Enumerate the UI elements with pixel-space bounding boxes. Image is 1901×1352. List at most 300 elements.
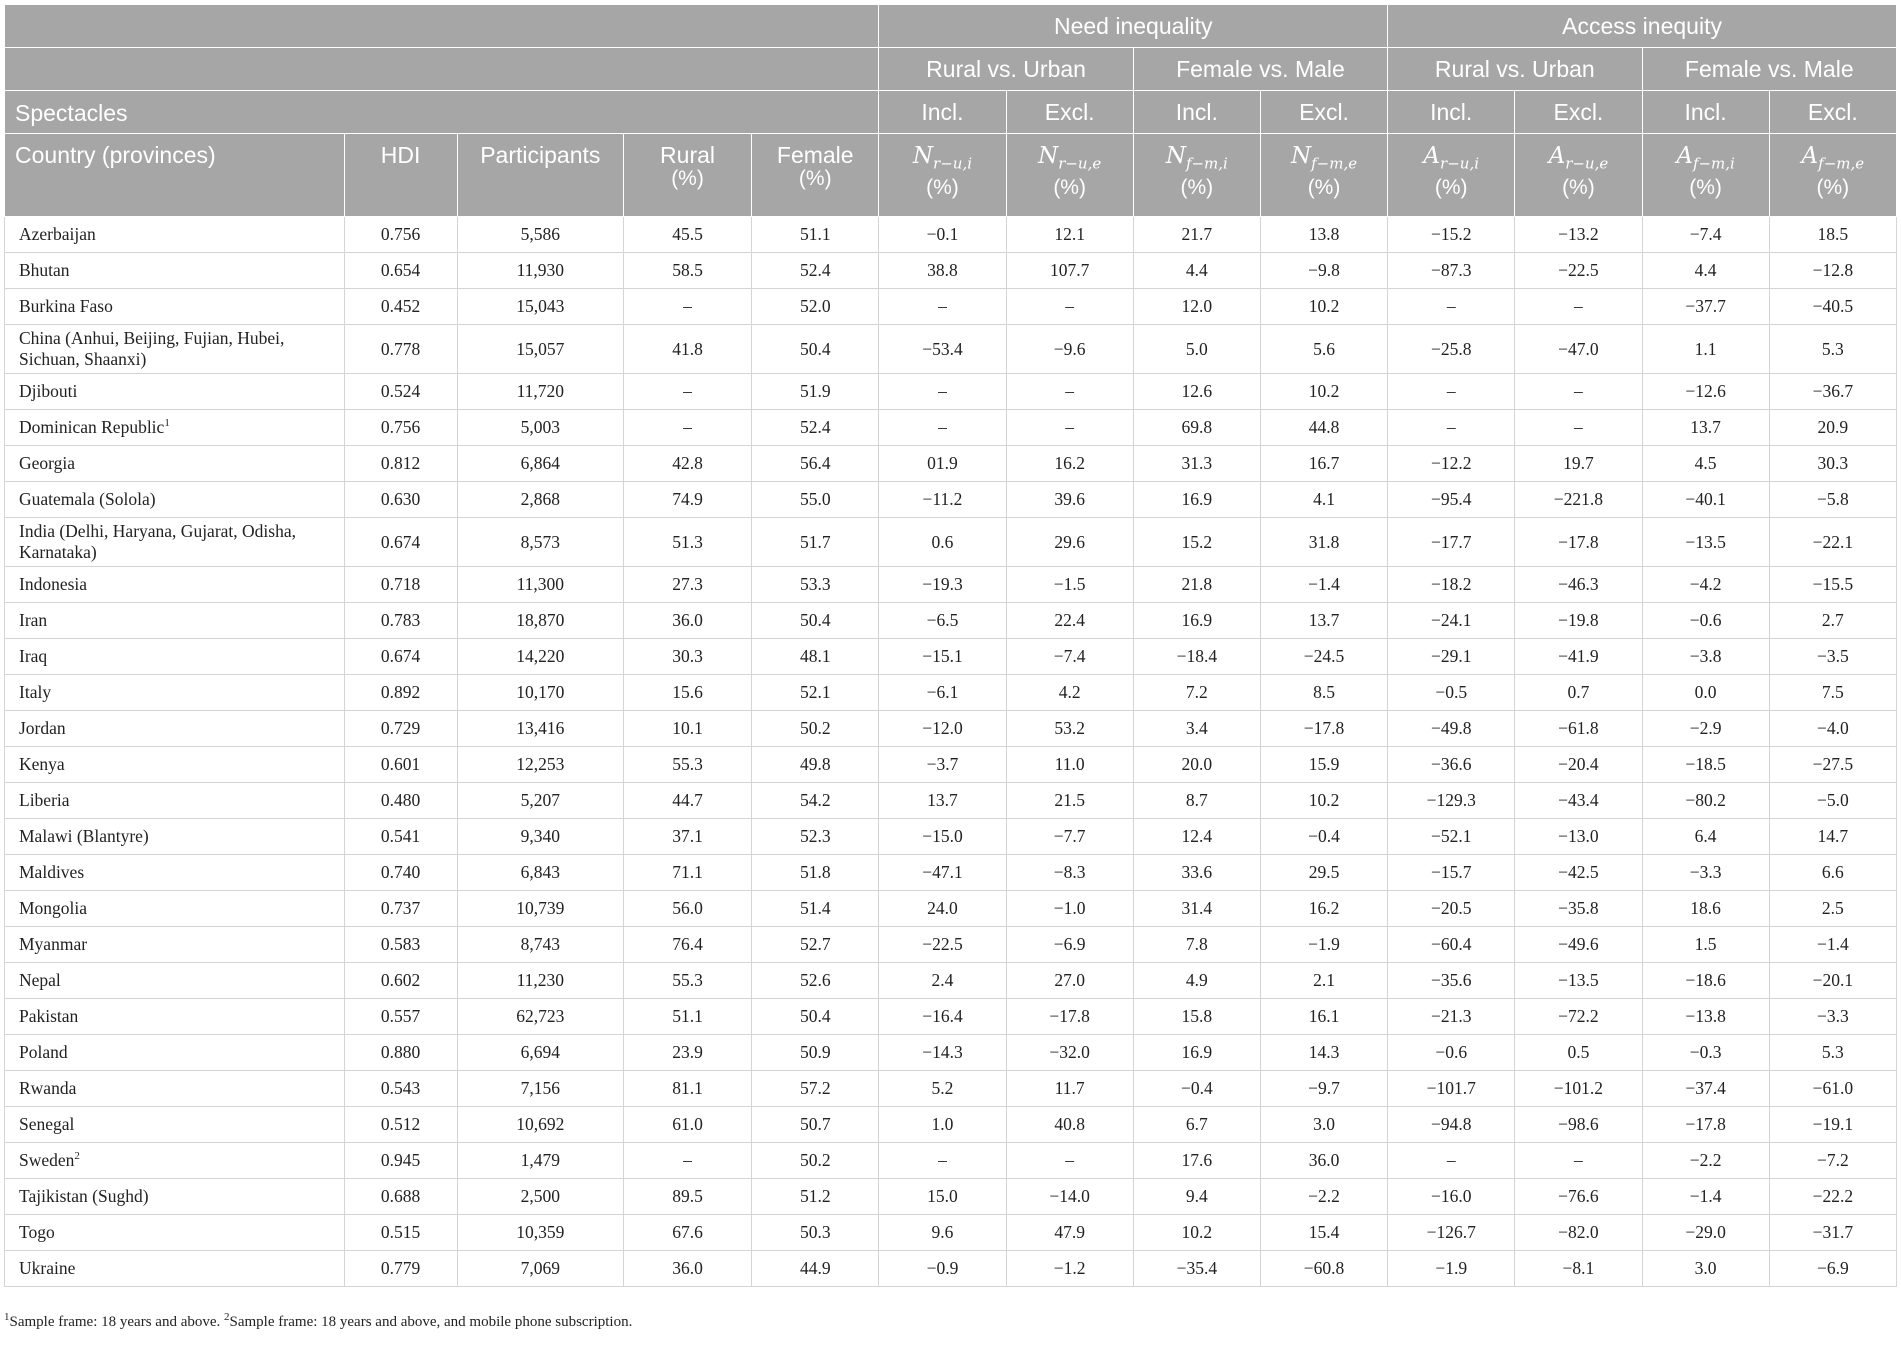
header-excl: Excl. bbox=[1006, 91, 1133, 134]
cell-country bbox=[5, 446, 345, 482]
symbol-n: N bbox=[912, 143, 934, 169]
country-name: Guatemala (Solola) bbox=[19, 489, 156, 509]
cell-participants: 18,870 bbox=[457, 603, 623, 639]
cell-n-fm-e: 31.8 bbox=[1260, 518, 1387, 567]
cell-female: 53.3 bbox=[752, 567, 879, 603]
cell-n-ru-e: 21.5 bbox=[1006, 783, 1133, 819]
cell-country bbox=[5, 855, 345, 891]
cell-n-fm-i: 16.9 bbox=[1133, 1035, 1260, 1071]
cell-a-ru-e: −13.5 bbox=[1515, 963, 1642, 999]
cell-n-fm-e: −9.7 bbox=[1260, 1071, 1387, 1107]
header-incl: Incl. bbox=[1642, 91, 1769, 134]
cell-a-fm-i: −40.1 bbox=[1642, 482, 1769, 518]
cell-country bbox=[5, 482, 345, 518]
cell-a-fm-e: −5.0 bbox=[1769, 783, 1896, 819]
cell-a-ru-e: −13.2 bbox=[1515, 217, 1642, 253]
header-participants: Participants bbox=[457, 134, 623, 217]
cell-hdi: 0.654 bbox=[344, 253, 457, 289]
cell-a-ru-i: −29.1 bbox=[1388, 639, 1515, 675]
country-name: Nepal bbox=[19, 970, 61, 990]
country-name: Poland bbox=[19, 1042, 68, 1062]
cell-a-fm-i: −3.3 bbox=[1642, 855, 1769, 891]
cell-n-ru-i: – bbox=[879, 410, 1006, 446]
table-row bbox=[5, 567, 1897, 603]
table-row bbox=[5, 289, 1897, 325]
country-name: Bhutan bbox=[19, 260, 70, 280]
cell-a-ru-e: −22.5 bbox=[1515, 253, 1642, 289]
table-row bbox=[5, 783, 1897, 819]
cell-a-ru-i: −60.4 bbox=[1388, 927, 1515, 963]
table-row bbox=[5, 518, 1897, 567]
cell-participants: 6,694 bbox=[457, 1035, 623, 1071]
cell-a-fm-i: −13.5 bbox=[1642, 518, 1769, 567]
cell-a-fm-i: −17.8 bbox=[1642, 1107, 1769, 1143]
cell-participants: 10,739 bbox=[457, 891, 623, 927]
cell-n-fm-i: 12.4 bbox=[1133, 819, 1260, 855]
cell-rural: 42.8 bbox=[623, 446, 751, 482]
cell-female: 50.2 bbox=[752, 1143, 879, 1179]
cell-female: 50.4 bbox=[752, 325, 879, 374]
cell-country bbox=[5, 1179, 345, 1215]
cell-n-fm-i: 9.4 bbox=[1133, 1179, 1260, 1215]
cell-a-ru-e: 0.5 bbox=[1515, 1035, 1642, 1071]
cell-rural: 30.3 bbox=[623, 639, 751, 675]
symbol-subscript: r−u,e bbox=[1058, 154, 1102, 173]
header-pct: (%) bbox=[1434, 175, 1468, 199]
table-row bbox=[5, 1035, 1897, 1071]
cell-rural: 81.1 bbox=[623, 1071, 751, 1107]
header-access-female-vs-male: Female vs. Male bbox=[1642, 48, 1897, 91]
cell-rural: 41.8 bbox=[623, 325, 751, 374]
cell-a-fm-e: −36.7 bbox=[1769, 374, 1896, 410]
cell-a-ru-i: −1.9 bbox=[1388, 1251, 1515, 1287]
cell-n-fm-i: −0.4 bbox=[1133, 1071, 1260, 1107]
cell-a-ru-i: −15.2 bbox=[1388, 217, 1515, 253]
table-body bbox=[5, 217, 1897, 1287]
cell-a-ru-i: – bbox=[1388, 289, 1515, 325]
country-name: Pakistan bbox=[19, 1006, 79, 1026]
table-row bbox=[5, 819, 1897, 855]
cell-a-fm-i: −12.6 bbox=[1642, 374, 1769, 410]
cell-hdi: 0.480 bbox=[344, 783, 457, 819]
cell-a-ru-i: −94.8 bbox=[1388, 1107, 1515, 1143]
cell-n-fm-e: 10.2 bbox=[1260, 374, 1387, 410]
cell-a-ru-e: −42.5 bbox=[1515, 855, 1642, 891]
symbol-subscript: f−m,e bbox=[1311, 154, 1358, 173]
cell-country bbox=[5, 1107, 345, 1143]
cell-n-fm-i: 3.4 bbox=[1133, 711, 1260, 747]
table-row bbox=[5, 325, 1897, 374]
cell-n-ru-e: 22.4 bbox=[1006, 603, 1133, 639]
cell-participants: 5,003 bbox=[457, 410, 623, 446]
cell-a-fm-i: 4.5 bbox=[1642, 446, 1769, 482]
cell-rural: 76.4 bbox=[623, 927, 751, 963]
cell-a-ru-e: −221.8 bbox=[1515, 482, 1642, 518]
cell-n-ru-i: −3.7 bbox=[879, 747, 1006, 783]
cell-rural: 51.3 bbox=[623, 518, 751, 567]
symbol-a: A bbox=[1548, 143, 1566, 169]
cell-n-ru-i: −0.1 bbox=[879, 217, 1006, 253]
cell-country bbox=[5, 999, 345, 1035]
cell-hdi: 0.583 bbox=[344, 927, 457, 963]
cell-rural: 36.0 bbox=[623, 603, 751, 639]
cell-country bbox=[5, 747, 345, 783]
cell-a-ru-e: – bbox=[1515, 1143, 1642, 1179]
cell-n-fm-e: 15.9 bbox=[1260, 747, 1387, 783]
cell-a-fm-i: −2.9 bbox=[1642, 711, 1769, 747]
cell-n-ru-i: 15.0 bbox=[879, 1179, 1006, 1215]
cell-hdi: 0.729 bbox=[344, 711, 457, 747]
cell-a-fm-i: −1.4 bbox=[1642, 1179, 1769, 1215]
cell-a-ru-e: −43.4 bbox=[1515, 783, 1642, 819]
cell-n-fm-i: 15.2 bbox=[1133, 518, 1260, 567]
footnote-marker: 2 bbox=[224, 1311, 230, 1323]
cell-n-fm-i: 7.8 bbox=[1133, 927, 1260, 963]
cell-participants: 8,743 bbox=[457, 927, 623, 963]
cell-n-fm-i: 16.9 bbox=[1133, 482, 1260, 518]
cell-female: 52.4 bbox=[752, 410, 879, 446]
cell-n-fm-e: 10.2 bbox=[1260, 783, 1387, 819]
symbol-n: N bbox=[1038, 143, 1059, 169]
cell-n-fm-i: 5.0 bbox=[1133, 325, 1260, 374]
symbol-n: N bbox=[1290, 143, 1312, 169]
cell-a-fm-e: 14.7 bbox=[1769, 819, 1896, 855]
cell-hdi: 0.779 bbox=[344, 1251, 457, 1287]
cell-country bbox=[5, 567, 345, 603]
header-pct: (%) bbox=[1816, 175, 1850, 199]
cell-n-fm-e: 3.0 bbox=[1260, 1107, 1387, 1143]
cell-country bbox=[5, 783, 345, 819]
cell-a-ru-i: −16.0 bbox=[1388, 1179, 1515, 1215]
cell-n-fm-e: 29.5 bbox=[1260, 855, 1387, 891]
cell-a-fm-e: −5.8 bbox=[1769, 482, 1896, 518]
cell-rural: 44.7 bbox=[623, 783, 751, 819]
cell-a-fm-i: −2.2 bbox=[1642, 1143, 1769, 1179]
cell-n-ru-i: – bbox=[879, 289, 1006, 325]
cell-n-ru-e: – bbox=[1006, 374, 1133, 410]
cell-participants: 11,930 bbox=[457, 253, 623, 289]
cell-n-ru-i: −0.9 bbox=[879, 1251, 1006, 1287]
cell-female: 50.7 bbox=[752, 1107, 879, 1143]
cell-female: 48.1 bbox=[752, 639, 879, 675]
cell-a-ru-e: 0.7 bbox=[1515, 675, 1642, 711]
country-name: Azerbaijan bbox=[19, 224, 96, 244]
table-row bbox=[5, 927, 1897, 963]
country-name: Rwanda bbox=[19, 1078, 77, 1098]
table-row bbox=[5, 999, 1897, 1035]
cell-n-ru-i: 9.6 bbox=[879, 1215, 1006, 1251]
cell-hdi: 0.543 bbox=[344, 1071, 457, 1107]
cell-a-fm-i: 4.4 bbox=[1642, 253, 1769, 289]
cell-n-ru-i: 38.8 bbox=[879, 253, 1006, 289]
cell-n-ru-i: −14.3 bbox=[879, 1035, 1006, 1071]
cell-participants: 2,868 bbox=[457, 482, 623, 518]
cell-country bbox=[5, 963, 345, 999]
cell-rural: 55.3 bbox=[623, 747, 751, 783]
cell-a-fm-e: 30.3 bbox=[1769, 446, 1896, 482]
country-name: Malawi (Blantyre) bbox=[19, 826, 149, 846]
cell-a-fm-e: −61.0 bbox=[1769, 1071, 1896, 1107]
cell-female: 52.7 bbox=[752, 927, 879, 963]
cell-a-fm-i: −0.6 bbox=[1642, 603, 1769, 639]
cell-a-fm-e: 2.7 bbox=[1769, 603, 1896, 639]
cell-female: 52.4 bbox=[752, 253, 879, 289]
cell-participants: 6,864 bbox=[457, 446, 623, 482]
cell-a-fm-i: 1.1 bbox=[1642, 325, 1769, 374]
cell-n-fm-i: 12.6 bbox=[1133, 374, 1260, 410]
cell-a-fm-i: −0.3 bbox=[1642, 1035, 1769, 1071]
cell-participants: 10,359 bbox=[457, 1215, 623, 1251]
cell-rural: – bbox=[623, 1143, 751, 1179]
cell-n-fm-i: 10.2 bbox=[1133, 1215, 1260, 1251]
table-row bbox=[5, 891, 1897, 927]
cell-participants: 8,573 bbox=[457, 518, 623, 567]
cell-country bbox=[5, 1035, 345, 1071]
country-name: China (Anhui, Beijing, Fujian, Hubei, Sichuan, Shaanxi) bbox=[19, 328, 285, 369]
cell-a-ru-i: −49.8 bbox=[1388, 711, 1515, 747]
cell-a-ru-e: −47.0 bbox=[1515, 325, 1642, 374]
cell-n-fm-e: 13.7 bbox=[1260, 603, 1387, 639]
country-name: Iran bbox=[19, 610, 48, 630]
country-name: Iraq bbox=[19, 646, 48, 666]
cell-hdi: 0.515 bbox=[344, 1215, 457, 1251]
cell-a-ru-i: −95.4 bbox=[1388, 482, 1515, 518]
cell-a-fm-e: 20.9 bbox=[1769, 410, 1896, 446]
header-access-rural-vs-urban: Rural vs. Urban bbox=[1388, 48, 1642, 91]
cell-female: 57.2 bbox=[752, 1071, 879, 1107]
cell-n-fm-i: 21.8 bbox=[1133, 567, 1260, 603]
cell-n-ru-e: 4.2 bbox=[1006, 675, 1133, 711]
cell-a-fm-i: −37.7 bbox=[1642, 289, 1769, 325]
cell-a-fm-e: 2.5 bbox=[1769, 891, 1896, 927]
cell-a-fm-e: 5.3 bbox=[1769, 325, 1896, 374]
cell-a-ru-i: – bbox=[1388, 1143, 1515, 1179]
symbol-subscript: r−u,e bbox=[1565, 154, 1609, 173]
cell-participants: 5,586 bbox=[457, 217, 623, 253]
cell-participants: 10,170 bbox=[457, 675, 623, 711]
cell-a-fm-e: −1.4 bbox=[1769, 927, 1896, 963]
cell-rural: 89.5 bbox=[623, 1179, 751, 1215]
header-pct: (%) bbox=[926, 175, 959, 199]
table-row bbox=[5, 1071, 1897, 1107]
cell-n-fm-i: 33.6 bbox=[1133, 855, 1260, 891]
cell-a-fm-e: −15.5 bbox=[1769, 567, 1896, 603]
cell-a-fm-i: −7.4 bbox=[1642, 217, 1769, 253]
cell-n-ru-i: 0.6 bbox=[879, 518, 1006, 567]
cell-hdi: 0.524 bbox=[344, 374, 457, 410]
cell-n-fm-e: −24.5 bbox=[1260, 639, 1387, 675]
symbol-a: A bbox=[1676, 143, 1693, 169]
cell-n-fm-e: 2.1 bbox=[1260, 963, 1387, 999]
header-n-ru-e bbox=[1006, 134, 1133, 217]
cell-a-fm-i: 3.0 bbox=[1642, 1251, 1769, 1287]
cell-rural: 71.1 bbox=[623, 855, 751, 891]
cell-n-fm-e: −9.8 bbox=[1260, 253, 1387, 289]
cell-n-ru-e: −32.0 bbox=[1006, 1035, 1133, 1071]
cell-a-ru-i: −15.7 bbox=[1388, 855, 1515, 891]
cell-hdi: 0.601 bbox=[344, 747, 457, 783]
cell-hdi: 0.778 bbox=[344, 325, 457, 374]
cell-hdi: 0.737 bbox=[344, 891, 457, 927]
cell-rural: 74.9 bbox=[623, 482, 751, 518]
symbol-subscript: f−m,i bbox=[1692, 154, 1735, 173]
country-name: Myanmar bbox=[19, 934, 88, 954]
cell-hdi: 0.541 bbox=[344, 819, 457, 855]
cell-n-ru-i: 1.0 bbox=[879, 1107, 1006, 1143]
cell-n-ru-i: 2.4 bbox=[879, 963, 1006, 999]
cell-a-fm-e: −3.3 bbox=[1769, 999, 1896, 1035]
cell-a-fm-i: 0.0 bbox=[1642, 675, 1769, 711]
cell-n-ru-e: 27.0 bbox=[1006, 963, 1133, 999]
cell-a-ru-e: −82.0 bbox=[1515, 1215, 1642, 1251]
cell-country bbox=[5, 217, 345, 253]
cell-n-ru-i: 01.9 bbox=[879, 446, 1006, 482]
cell-a-fm-e: 7.5 bbox=[1769, 675, 1896, 711]
cell-n-fm-e: 8.5 bbox=[1260, 675, 1387, 711]
cell-participants: 14,220 bbox=[457, 639, 623, 675]
cell-a-ru-i: −25.8 bbox=[1388, 325, 1515, 374]
country-name: Dominican Republic bbox=[19, 417, 165, 437]
cell-a-fm-i: 1.5 bbox=[1642, 927, 1769, 963]
header-pct: (%) bbox=[1180, 175, 1214, 199]
cell-country bbox=[5, 639, 345, 675]
cell-rural: 15.6 bbox=[623, 675, 751, 711]
cell-hdi: 0.812 bbox=[344, 446, 457, 482]
cell-a-ru-e: −61.8 bbox=[1515, 711, 1642, 747]
cell-n-fm-i: 21.7 bbox=[1133, 217, 1260, 253]
cell-country bbox=[5, 1251, 345, 1287]
cell-n-fm-i: 69.8 bbox=[1133, 410, 1260, 446]
cell-a-ru-e: −17.8 bbox=[1515, 518, 1642, 567]
cell-rural: 55.3 bbox=[623, 963, 751, 999]
cell-participants: 11,230 bbox=[457, 963, 623, 999]
cell-n-ru-e: 39.6 bbox=[1006, 482, 1133, 518]
cell-a-ru-e: −8.1 bbox=[1515, 1251, 1642, 1287]
cell-country bbox=[5, 891, 345, 927]
cell-a-ru-i: −17.7 bbox=[1388, 518, 1515, 567]
cell-country bbox=[5, 253, 345, 289]
cell-n-fm-e: 4.1 bbox=[1260, 482, 1387, 518]
cell-female: 51.8 bbox=[752, 855, 879, 891]
cell-hdi: 0.674 bbox=[344, 639, 457, 675]
country-name: India (Delhi, Haryana, Gujarat, Odisha, Karnataka) bbox=[19, 521, 296, 562]
cell-a-ru-i: −12.2 bbox=[1388, 446, 1515, 482]
cell-rural: 51.1 bbox=[623, 999, 751, 1035]
cell-n-fm-i: 12.0 bbox=[1133, 289, 1260, 325]
cell-female: 50.3 bbox=[752, 1215, 879, 1251]
header-pct: (%) bbox=[1307, 175, 1341, 199]
country-name: Kenya bbox=[19, 754, 65, 774]
cell-female: 50.4 bbox=[752, 603, 879, 639]
table-row bbox=[5, 855, 1897, 891]
cell-n-fm-e: 10.2 bbox=[1260, 289, 1387, 325]
cell-a-fm-e: −12.8 bbox=[1769, 253, 1896, 289]
cell-n-fm-e: 15.4 bbox=[1260, 1215, 1387, 1251]
cell-n-ru-e: −8.3 bbox=[1006, 855, 1133, 891]
cell-a-fm-e: −27.5 bbox=[1769, 747, 1896, 783]
header-hdi: HDI bbox=[344, 134, 457, 217]
cell-country bbox=[5, 289, 345, 325]
cell-female: 51.7 bbox=[752, 518, 879, 567]
cell-a-fm-e: −19.1 bbox=[1769, 1107, 1896, 1143]
cell-country bbox=[5, 711, 345, 747]
cell-a-ru-i: −87.3 bbox=[1388, 253, 1515, 289]
header-access-inequity: Access inequity bbox=[1388, 5, 1897, 48]
cell-a-fm-i: 6.4 bbox=[1642, 819, 1769, 855]
cell-female: 51.9 bbox=[752, 374, 879, 410]
cell-n-ru-e: 53.2 bbox=[1006, 711, 1133, 747]
cell-n-ru-i: 13.7 bbox=[879, 783, 1006, 819]
cell-n-fm-i: 7.2 bbox=[1133, 675, 1260, 711]
cell-a-fm-e: 18.5 bbox=[1769, 217, 1896, 253]
cell-n-fm-e: 44.8 bbox=[1260, 410, 1387, 446]
cell-female: 52.1 bbox=[752, 675, 879, 711]
cell-a-ru-i: −24.1 bbox=[1388, 603, 1515, 639]
header-blank bbox=[5, 5, 879, 48]
cell-hdi: 0.740 bbox=[344, 855, 457, 891]
cell-a-fm-i: −4.2 bbox=[1642, 567, 1769, 603]
country-name: Maldives bbox=[19, 862, 85, 882]
cell-a-fm-i: −3.8 bbox=[1642, 639, 1769, 675]
cell-n-fm-e: −2.2 bbox=[1260, 1179, 1387, 1215]
cell-participants: 62,723 bbox=[457, 999, 623, 1035]
cell-a-fm-i: 18.6 bbox=[1642, 891, 1769, 927]
cell-participants: 13,416 bbox=[457, 711, 623, 747]
cell-a-ru-i: −129.3 bbox=[1388, 783, 1515, 819]
header-a-ru-e bbox=[1515, 134, 1642, 217]
header-pct: (%) bbox=[671, 167, 704, 190]
cell-n-ru-i: −47.1 bbox=[879, 855, 1006, 891]
cell-n-ru-e: −7.4 bbox=[1006, 639, 1133, 675]
cell-n-ru-e: 107.7 bbox=[1006, 253, 1133, 289]
cell-n-fm-e: −60.8 bbox=[1260, 1251, 1387, 1287]
cell-n-ru-e: – bbox=[1006, 1143, 1133, 1179]
cell-country bbox=[5, 410, 345, 446]
cell-participants: 15,043 bbox=[457, 289, 623, 325]
cell-a-ru-e: – bbox=[1515, 410, 1642, 446]
header-pct: (%) bbox=[798, 167, 832, 190]
cell-hdi: 0.945 bbox=[344, 1143, 457, 1179]
cell-hdi: 0.452 bbox=[344, 289, 457, 325]
cell-hdi: 0.512 bbox=[344, 1107, 457, 1143]
cell-a-fm-e: −31.7 bbox=[1769, 1215, 1896, 1251]
cell-a-fm-e: −22.1 bbox=[1769, 518, 1896, 567]
table-row bbox=[5, 1143, 1897, 1179]
table-row bbox=[5, 963, 1897, 999]
table-row bbox=[5, 603, 1897, 639]
cell-n-ru-e: −1.0 bbox=[1006, 891, 1133, 927]
cell-rural: 37.1 bbox=[623, 819, 751, 855]
cell-hdi: 0.756 bbox=[344, 410, 457, 446]
cell-country bbox=[5, 1071, 345, 1107]
cell-a-ru-e: – bbox=[1515, 374, 1642, 410]
cell-hdi: 0.880 bbox=[344, 1035, 457, 1071]
country-name: Liberia bbox=[19, 790, 70, 810]
cell-n-ru-i: 24.0 bbox=[879, 891, 1006, 927]
cell-a-ru-i: −36.6 bbox=[1388, 747, 1515, 783]
cell-a-ru-i: −18.2 bbox=[1388, 567, 1515, 603]
cell-n-ru-i: −6.1 bbox=[879, 675, 1006, 711]
country-name: Sweden bbox=[19, 1150, 75, 1170]
cell-rural: 61.0 bbox=[623, 1107, 751, 1143]
header-excl: Excl. bbox=[1769, 91, 1896, 134]
table-row bbox=[5, 1215, 1897, 1251]
cell-n-fm-i: 4.9 bbox=[1133, 963, 1260, 999]
footnote-marker: 1 bbox=[4, 1311, 10, 1323]
cell-female: 52.6 bbox=[752, 963, 879, 999]
cell-n-ru-i: −16.4 bbox=[879, 999, 1006, 1035]
cell-n-ru-e: −14.0 bbox=[1006, 1179, 1133, 1215]
